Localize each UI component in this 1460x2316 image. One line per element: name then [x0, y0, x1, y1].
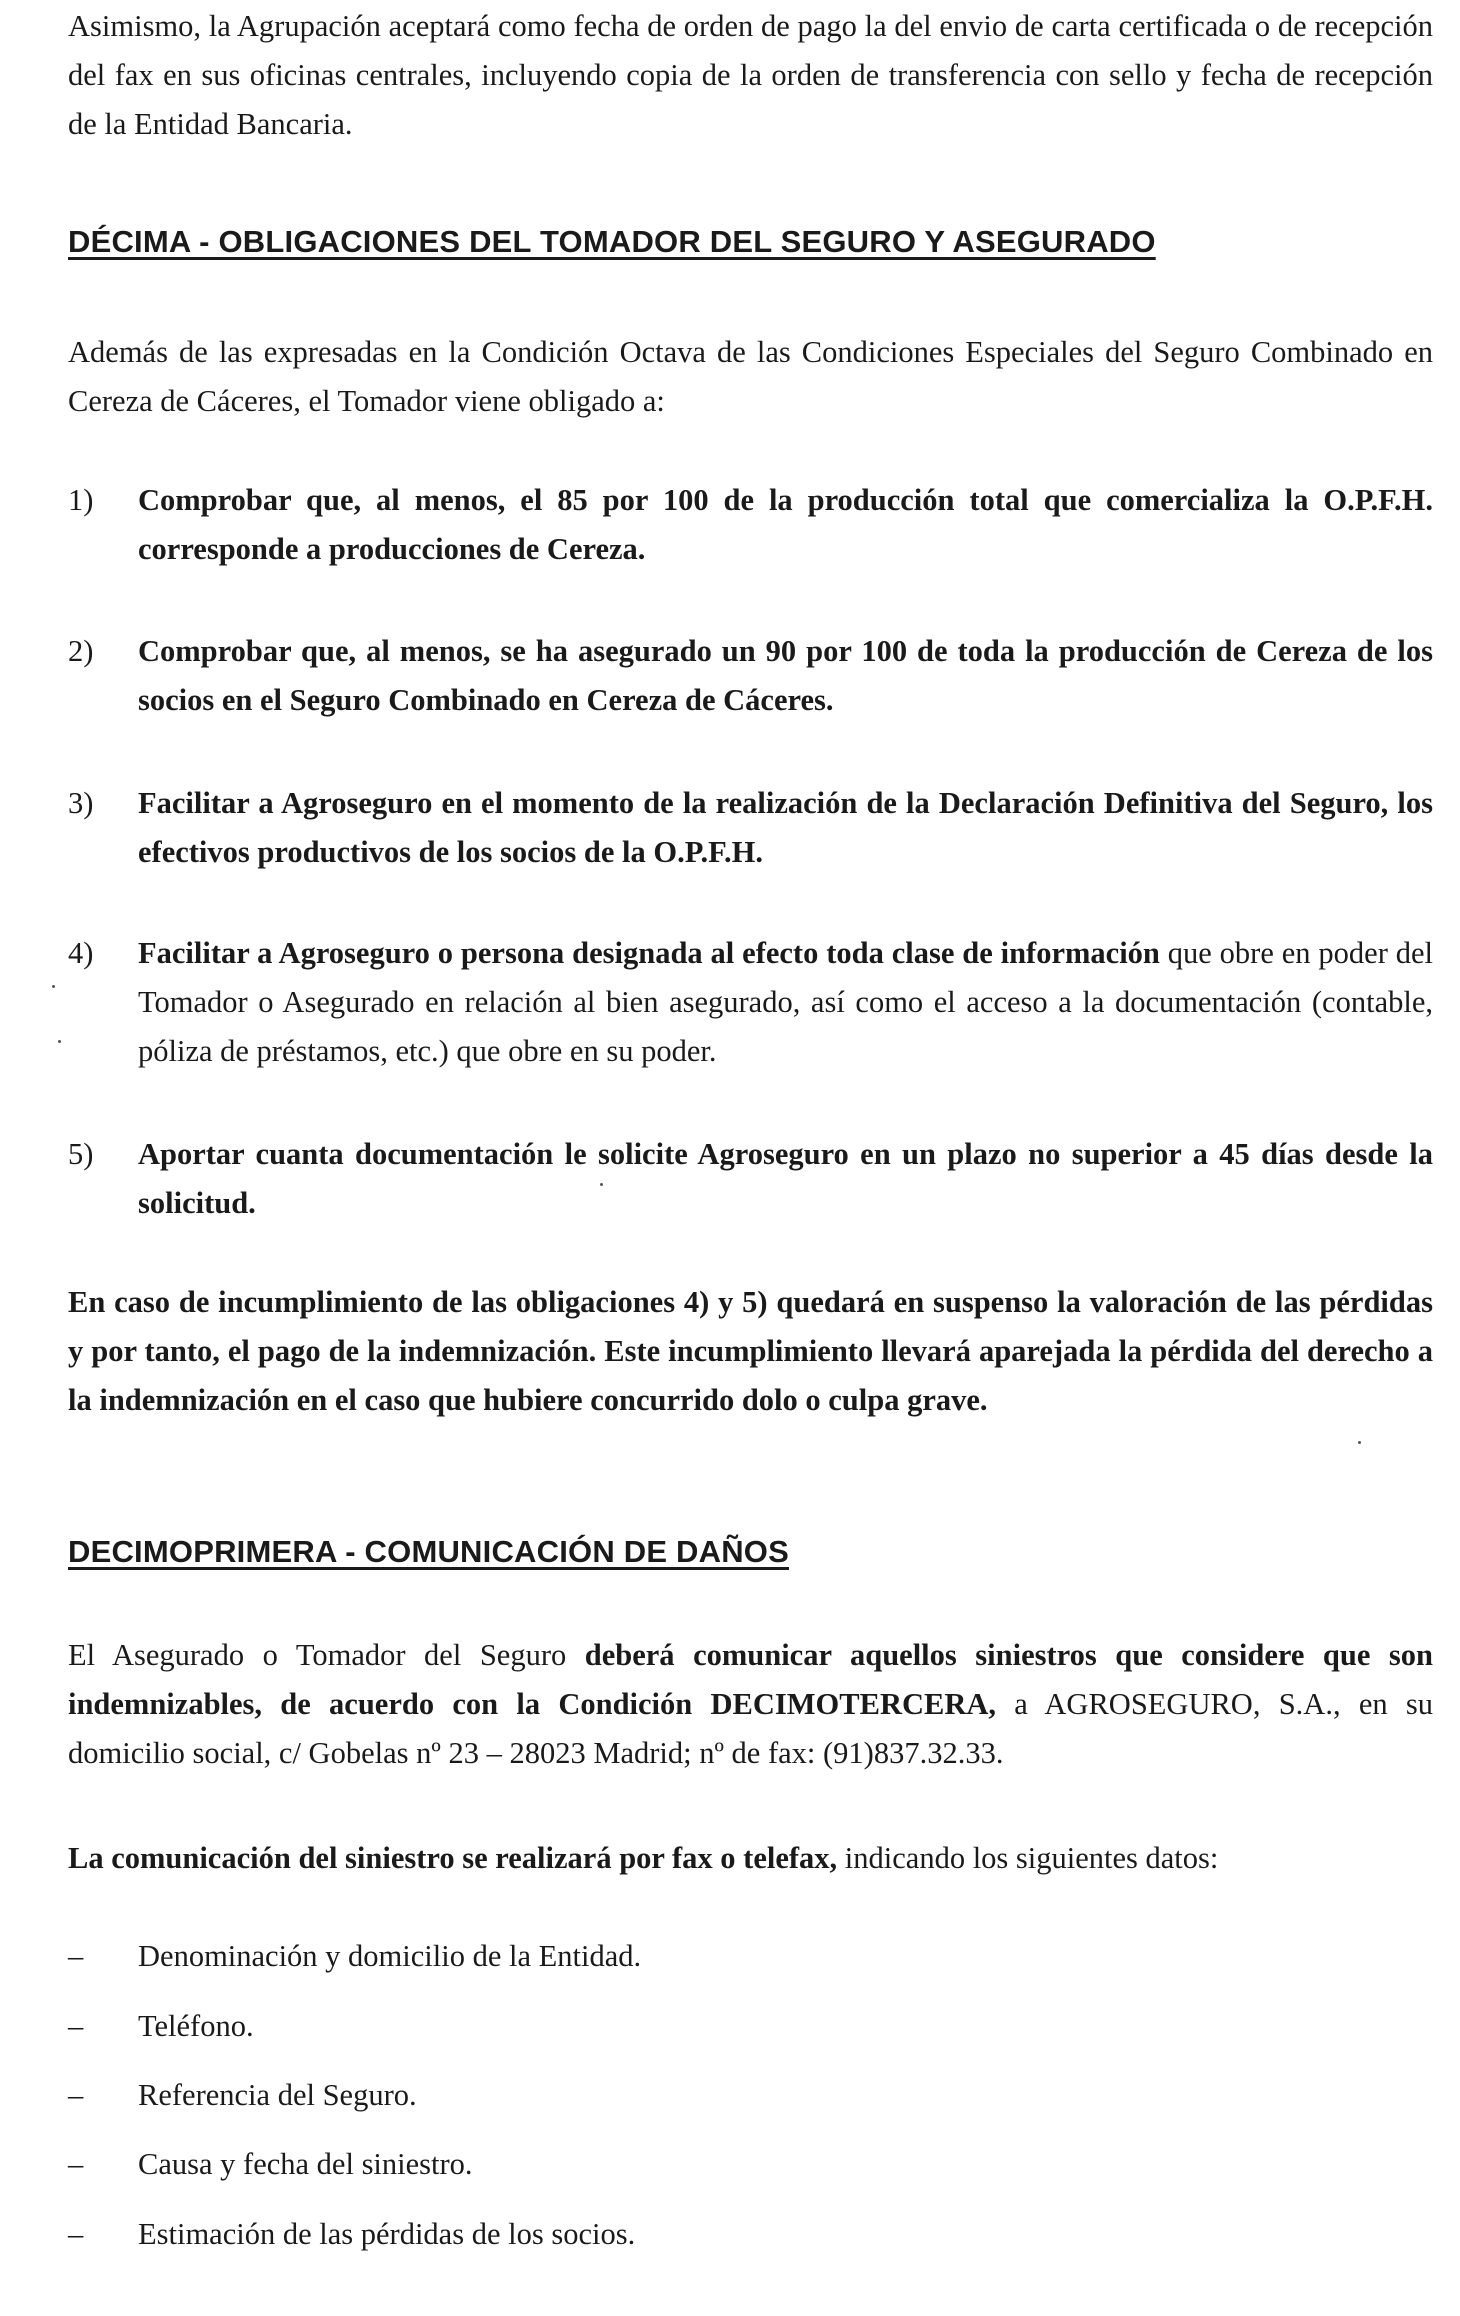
damage-notice-bold: deberá comunicar aquellos siniestros que considere que son indemnizables, de acuerdo con la Condición DECIMOTERCERA, [68, 1638, 1433, 1721]
obligation-number: 5) [68, 1137, 94, 1171]
obligation-item-5 [68, 1130, 1433, 1228]
damage-notice-end: a AGROSEGURO, S.A., en su domicilio social, c/ Gobelas nº 23 – 28023 Madrid; nº de fax: (91)837.32.33. [68, 1687, 1434, 1770]
obligation-text-regular: que obre en poder del Tomador o Asegurado en relación al bien asegurado, así como el acceso a la documentación (contable, póliza de préstamos, etc.) que obre en su poder. [138, 936, 1433, 1068]
communication-bold: La comunicación del siniestro se realizará por fax o telefax, [68, 1841, 838, 1875]
communication-paragraph [68, 1834, 1433, 1883]
obligation-number: 4) [68, 936, 94, 970]
obligation-text: Facilitar a Agroseguro en el momento de la realización de la Declaración Definitiva del Seguro, los efectivos productivos de los socios de la O.P.F.H. [138, 786, 1433, 869]
data-list-text: Causa y fecha del siniestro. [138, 2147, 473, 2181]
obligation-number: 2) [68, 634, 94, 668]
data-list-text: Teléfono. [138, 2009, 254, 2043]
data-list-item [68, 2075, 417, 2115]
data-list-text: Denominación y domicilio de la Entidad. [138, 1939, 642, 1973]
obligation-text: Aportar cuanta documentación le solicite Agroseguro en un plazo no superior a 45 días desde la solicitud. [138, 1137, 1433, 1220]
data-list-item [68, 2214, 635, 2254]
data-list-item [68, 2006, 254, 2046]
obligation-text [138, 929, 1433, 1076]
dash-bullet: – [68, 2147, 84, 2181]
section-decima-intro: Además de las expresadas en la Condición Octava de las Condiciones Especiales del Seguro Combinado en Cereza de Cáceres, el Tomador viene obligado a: [68, 335, 1433, 418]
data-list-item [68, 1936, 641, 1976]
scan-speck [1358, 1441, 1361, 1444]
dash-bullet: – [68, 2009, 84, 2043]
dash-bullet: – [68, 2078, 84, 2112]
data-list-text: Estimación de las pérdidas de los socios. [138, 2217, 636, 2251]
scan-speck [52, 985, 55, 988]
section-decimoprimera-heading: DECIMOPRIMERA - COMUNICACIÓN DE DAÑOS [68, 1534, 789, 1569]
scan-speck [600, 1183, 603, 1186]
data-list-item [68, 2144, 473, 2184]
obligation-text: Comprobar que, al menos, se ha asegurado un 90 por 100 de toda la producción de Cereza de los socios en el Seguro Combinado en Cereza de Cáceres. [138, 634, 1433, 717]
section-decima-closing: En caso de incumplimiento de las obligaciones 4) y 5) quedará en suspenso la valoración de las pérdidas y por tanto, el pago de la indemnización. Este incumplimiento llevará aparejada la pérdida del derecho a la indemnización en el caso que hubiere concurrido dolo o culpa grave. [68, 1285, 1433, 1417]
obligation-item-1 [68, 476, 1433, 574]
obligation-item-2 [68, 627, 1433, 725]
section-decima-heading: DÉCIMA - OBLIGACIONES DEL TOMADOR DEL SEGURO Y ASEGURADO [68, 224, 1156, 259]
obligation-text-bold: Facilitar a Agroseguro o persona designada al efecto toda clase de información [138, 936, 1160, 970]
intro-paragraph: Asimismo, la Agrupación aceptará como fecha de orden de pago la del envio de carta certificada o de recepción del fax en sus oficinas centrales, incluyendo copia de la orden de transferencia con sello y fecha de recepción de la Entidad Bancaria. [68, 9, 1433, 141]
damage-notice-start: El Asegurado o Tomador del Seguro [68, 1638, 585, 1672]
obligation-number: 1) [68, 483, 94, 517]
data-list-text: Referencia del Seguro. [138, 2078, 417, 2112]
obligation-item-4 [68, 929, 1433, 1076]
dash-bullet: – [68, 1939, 84, 1973]
obligation-item-3 [68, 779, 1433, 877]
damage-notice-paragraph [68, 1631, 1433, 1778]
scan-speck [58, 1040, 61, 1043]
obligation-text: Comprobar que, al menos, el 85 por 100 de la producción total que comercializa la O.P.F.H. corresponde a producciones de Cereza. [138, 483, 1433, 566]
communication-regular: indicando los siguientes datos: [837, 1841, 1219, 1875]
obligation-number: 3) [68, 786, 94, 820]
dash-bullet: – [68, 2217, 84, 2251]
